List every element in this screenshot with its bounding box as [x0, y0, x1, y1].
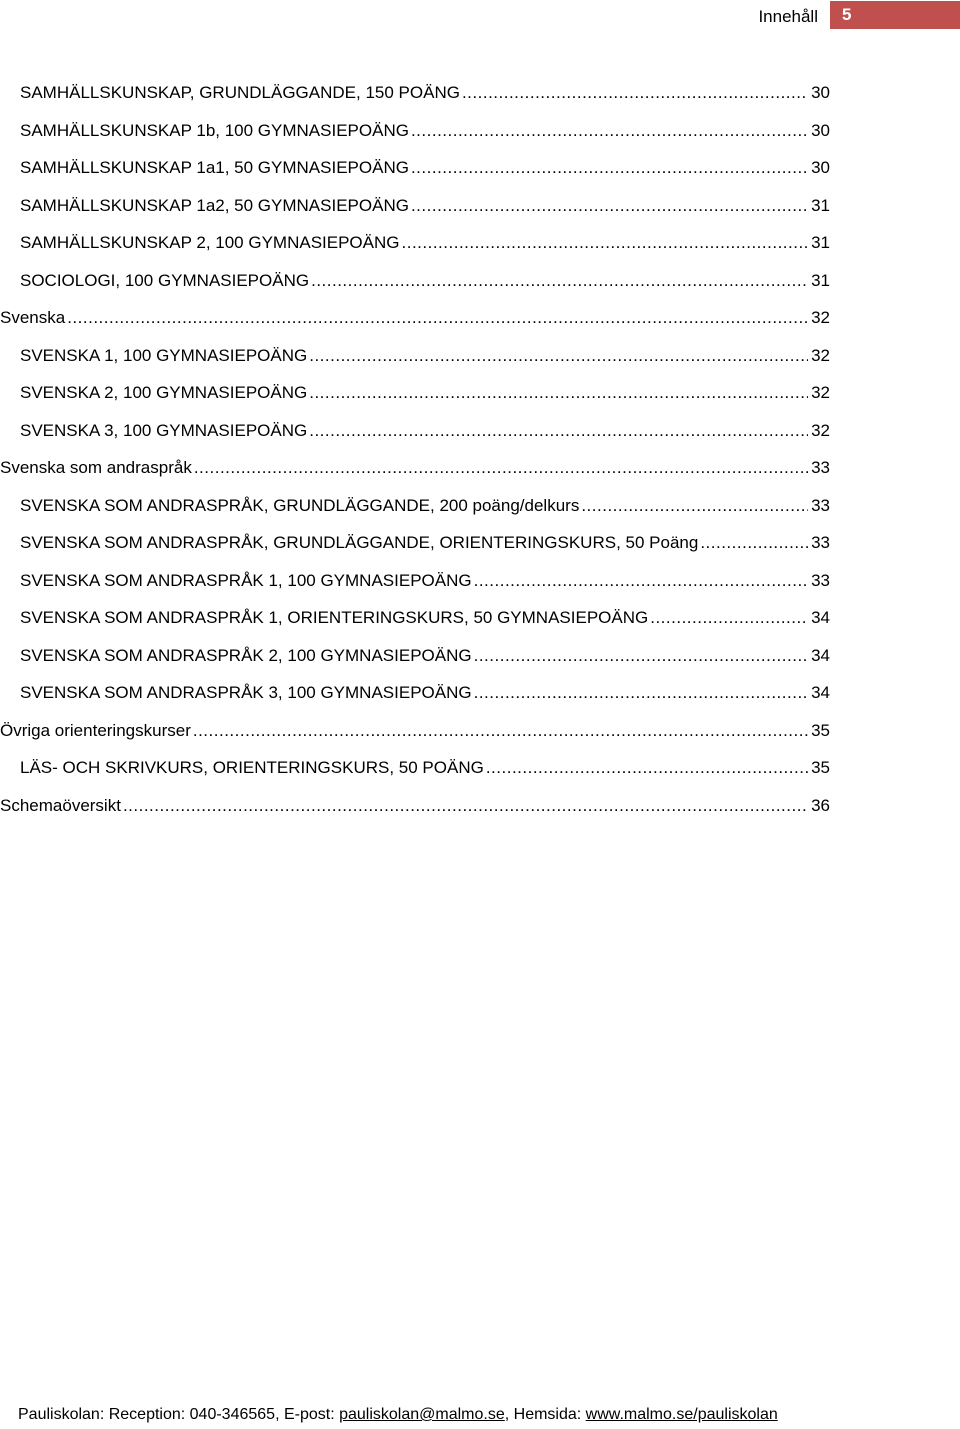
toc-dot-leader — [411, 149, 808, 187]
toc-entry-title: Svenska — [0, 308, 66, 327]
toc-dot-leader — [700, 524, 808, 562]
toc-entry[interactable] — [0, 524, 830, 562]
toc-entry[interactable] — [0, 674, 830, 712]
toc-entry[interactable] — [0, 224, 830, 262]
toc-entry[interactable] — [0, 787, 830, 825]
toc-dot-leader — [411, 112, 808, 150]
toc-entry[interactable] — [0, 487, 830, 525]
toc-entry-title: Svenska som andraspråk — [0, 458, 192, 477]
toc-entry-page: 33 — [811, 570, 830, 590]
toc-entry-title: SVENSKA 3, 100 GYMNASIEPOÄNG — [20, 420, 308, 440]
toc-entry-title: Schemaöversikt — [0, 795, 121, 815]
toc-entry-title: SVENSKA SOM ANDRASPRÅK 2, 100 GYMNASIEPOÄNG — [20, 645, 472, 665]
toc-dot-leader — [462, 74, 808, 112]
toc-dot-leader — [402, 224, 809, 262]
toc-entry-page: 31 — [811, 233, 830, 252]
toc-entry-page: 30 — [811, 158, 830, 177]
toc-entry-page: 30 — [811, 83, 830, 102]
toc-entry-title: SVENSKA SOM ANDRASPRÅK, GRUNDLÄGGANDE, 200 poäng/delkurs — [20, 495, 580, 515]
toc-entry-page: 33 — [811, 495, 830, 515]
toc-entry[interactable] — [0, 599, 830, 637]
toc-entry-title: SVENSKA SOM ANDRASPRÅK 1, 100 GYMNASIEPOÄNG — [20, 570, 472, 590]
toc-entry-page: 32 — [811, 420, 830, 440]
toc-entry-page: 32 — [811, 308, 830, 327]
toc-dot-leader — [411, 187, 808, 225]
toc-entry[interactable] — [0, 412, 830, 450]
footer-contact-text: Pauliskolan: Reception: 040-346565, E-post: — [18, 1406, 340, 1423]
toc-entry[interactable] — [0, 187, 830, 225]
toc-entry-page: 33 — [811, 533, 830, 552]
toc-entry-title: SAMHÄLLSKUNSKAP, GRUNDLÄGGANDE, 150 POÄNG — [20, 83, 460, 102]
toc-entry-page: 31 — [811, 270, 830, 290]
toc-dot-leader — [309, 337, 808, 375]
toc-entry-title: SAMHÄLLSKUNSKAP 1a1, 50 GYMNASIEPOÄNG — [20, 158, 409, 177]
toc-entry-title: LÄS- OCH SKRIVKURS, ORIENTERINGSKURS, 50 POÄNG — [20, 758, 484, 777]
toc-entry-page: 30 — [811, 120, 830, 140]
toc-entry-page: 33 — [811, 458, 830, 477]
toc-entry-title: SAMHÄLLSKUNSKAP 1a2, 50 GYMNASIEPOÄNG — [20, 195, 409, 215]
toc-dot-leader — [67, 299, 808, 337]
toc-entry-title: SVENSKA 1, 100 GYMNASIEPOÄNG — [20, 345, 308, 365]
toc-dot-leader — [581, 487, 808, 525]
toc-entry-title: SVENSKA 2, 100 GYMNASIEPOÄNG — [20, 383, 308, 402]
toc-entry-page: 31 — [811, 195, 830, 215]
toc-entry-title: SOCIOLOGI, 100 GYMNASIEPOÄNG — [20, 270, 310, 290]
toc-dot-leader — [309, 412, 808, 450]
toc-entry-page: 32 — [811, 383, 830, 402]
toc-entry-page: 32 — [811, 345, 830, 365]
toc-entry-title: Övriga orienteringskurser — [0, 720, 191, 740]
toc-entry[interactable] — [0, 262, 830, 300]
toc-dot-leader — [474, 674, 808, 712]
toc-entry-title: SAMHÄLLSKUNSKAP 1b, 100 GYMNASIEPOÄNG — [20, 120, 409, 140]
toc-entry-title: SVENSKA SOM ANDRASPRÅK, GRUNDLÄGGANDE, ORIENTERINGSKURS, 50 Poäng — [20, 533, 699, 552]
toc-entry[interactable] — [0, 299, 830, 337]
toc-dot-leader — [650, 599, 808, 637]
toc-entry-page: 34 — [811, 683, 830, 702]
toc-entry-page: 35 — [811, 720, 830, 740]
toc-entry-page: 36 — [811, 795, 830, 815]
footer-website-link[interactable]: www.malmo.se/pauliskolan — [585, 1406, 778, 1423]
page-number-badge: 5 — [830, 1, 960, 29]
header-title: Innehåll — [758, 6, 818, 26]
toc-dot-leader — [194, 449, 808, 487]
toc-entry-title: SVENSKA SOM ANDRASPRÅK 3, 100 GYMNASIEPOÄNG — [20, 683, 472, 702]
page-footer — [18, 1406, 778, 1424]
toc-dot-leader — [309, 374, 808, 412]
toc-entry-title: SVENSKA SOM ANDRASPRÅK 1, ORIENTERINGSKURS, 50 GYMNASIEPOÄNG — [20, 608, 649, 627]
footer-email-link[interactable]: pauliskolan@malmo.se — [339, 1406, 505, 1423]
page-header — [758, 0, 960, 30]
toc-entry[interactable] — [0, 712, 830, 750]
toc-entry-page: 34 — [811, 608, 830, 627]
toc-dot-leader — [474, 637, 808, 675]
toc-entry-page: 34 — [811, 645, 830, 665]
toc-entry[interactable] — [0, 112, 830, 150]
toc-entry[interactable] — [0, 449, 830, 487]
toc-dot-leader — [123, 787, 808, 825]
toc-dot-leader — [311, 262, 808, 300]
toc-entry[interactable] — [0, 562, 830, 600]
toc-dot-leader — [486, 749, 808, 787]
toc-entry-page: 35 — [811, 758, 830, 777]
toc-dot-leader — [193, 712, 808, 750]
toc-entry-title: SAMHÄLLSKUNSKAP 2, 100 GYMNASIEPOÄNG — [20, 233, 400, 252]
toc-entry[interactable] — [0, 637, 830, 675]
toc-entry[interactable] — [0, 149, 830, 187]
toc-entry[interactable] — [0, 74, 830, 112]
table-of-contents — [0, 74, 830, 824]
toc-dot-leader — [474, 562, 808, 600]
footer-middle-text: , Hemsida: — [504, 1406, 586, 1423]
toc-entry[interactable] — [0, 337, 830, 375]
toc-entry[interactable] — [0, 749, 830, 787]
toc-entry[interactable] — [0, 374, 830, 412]
